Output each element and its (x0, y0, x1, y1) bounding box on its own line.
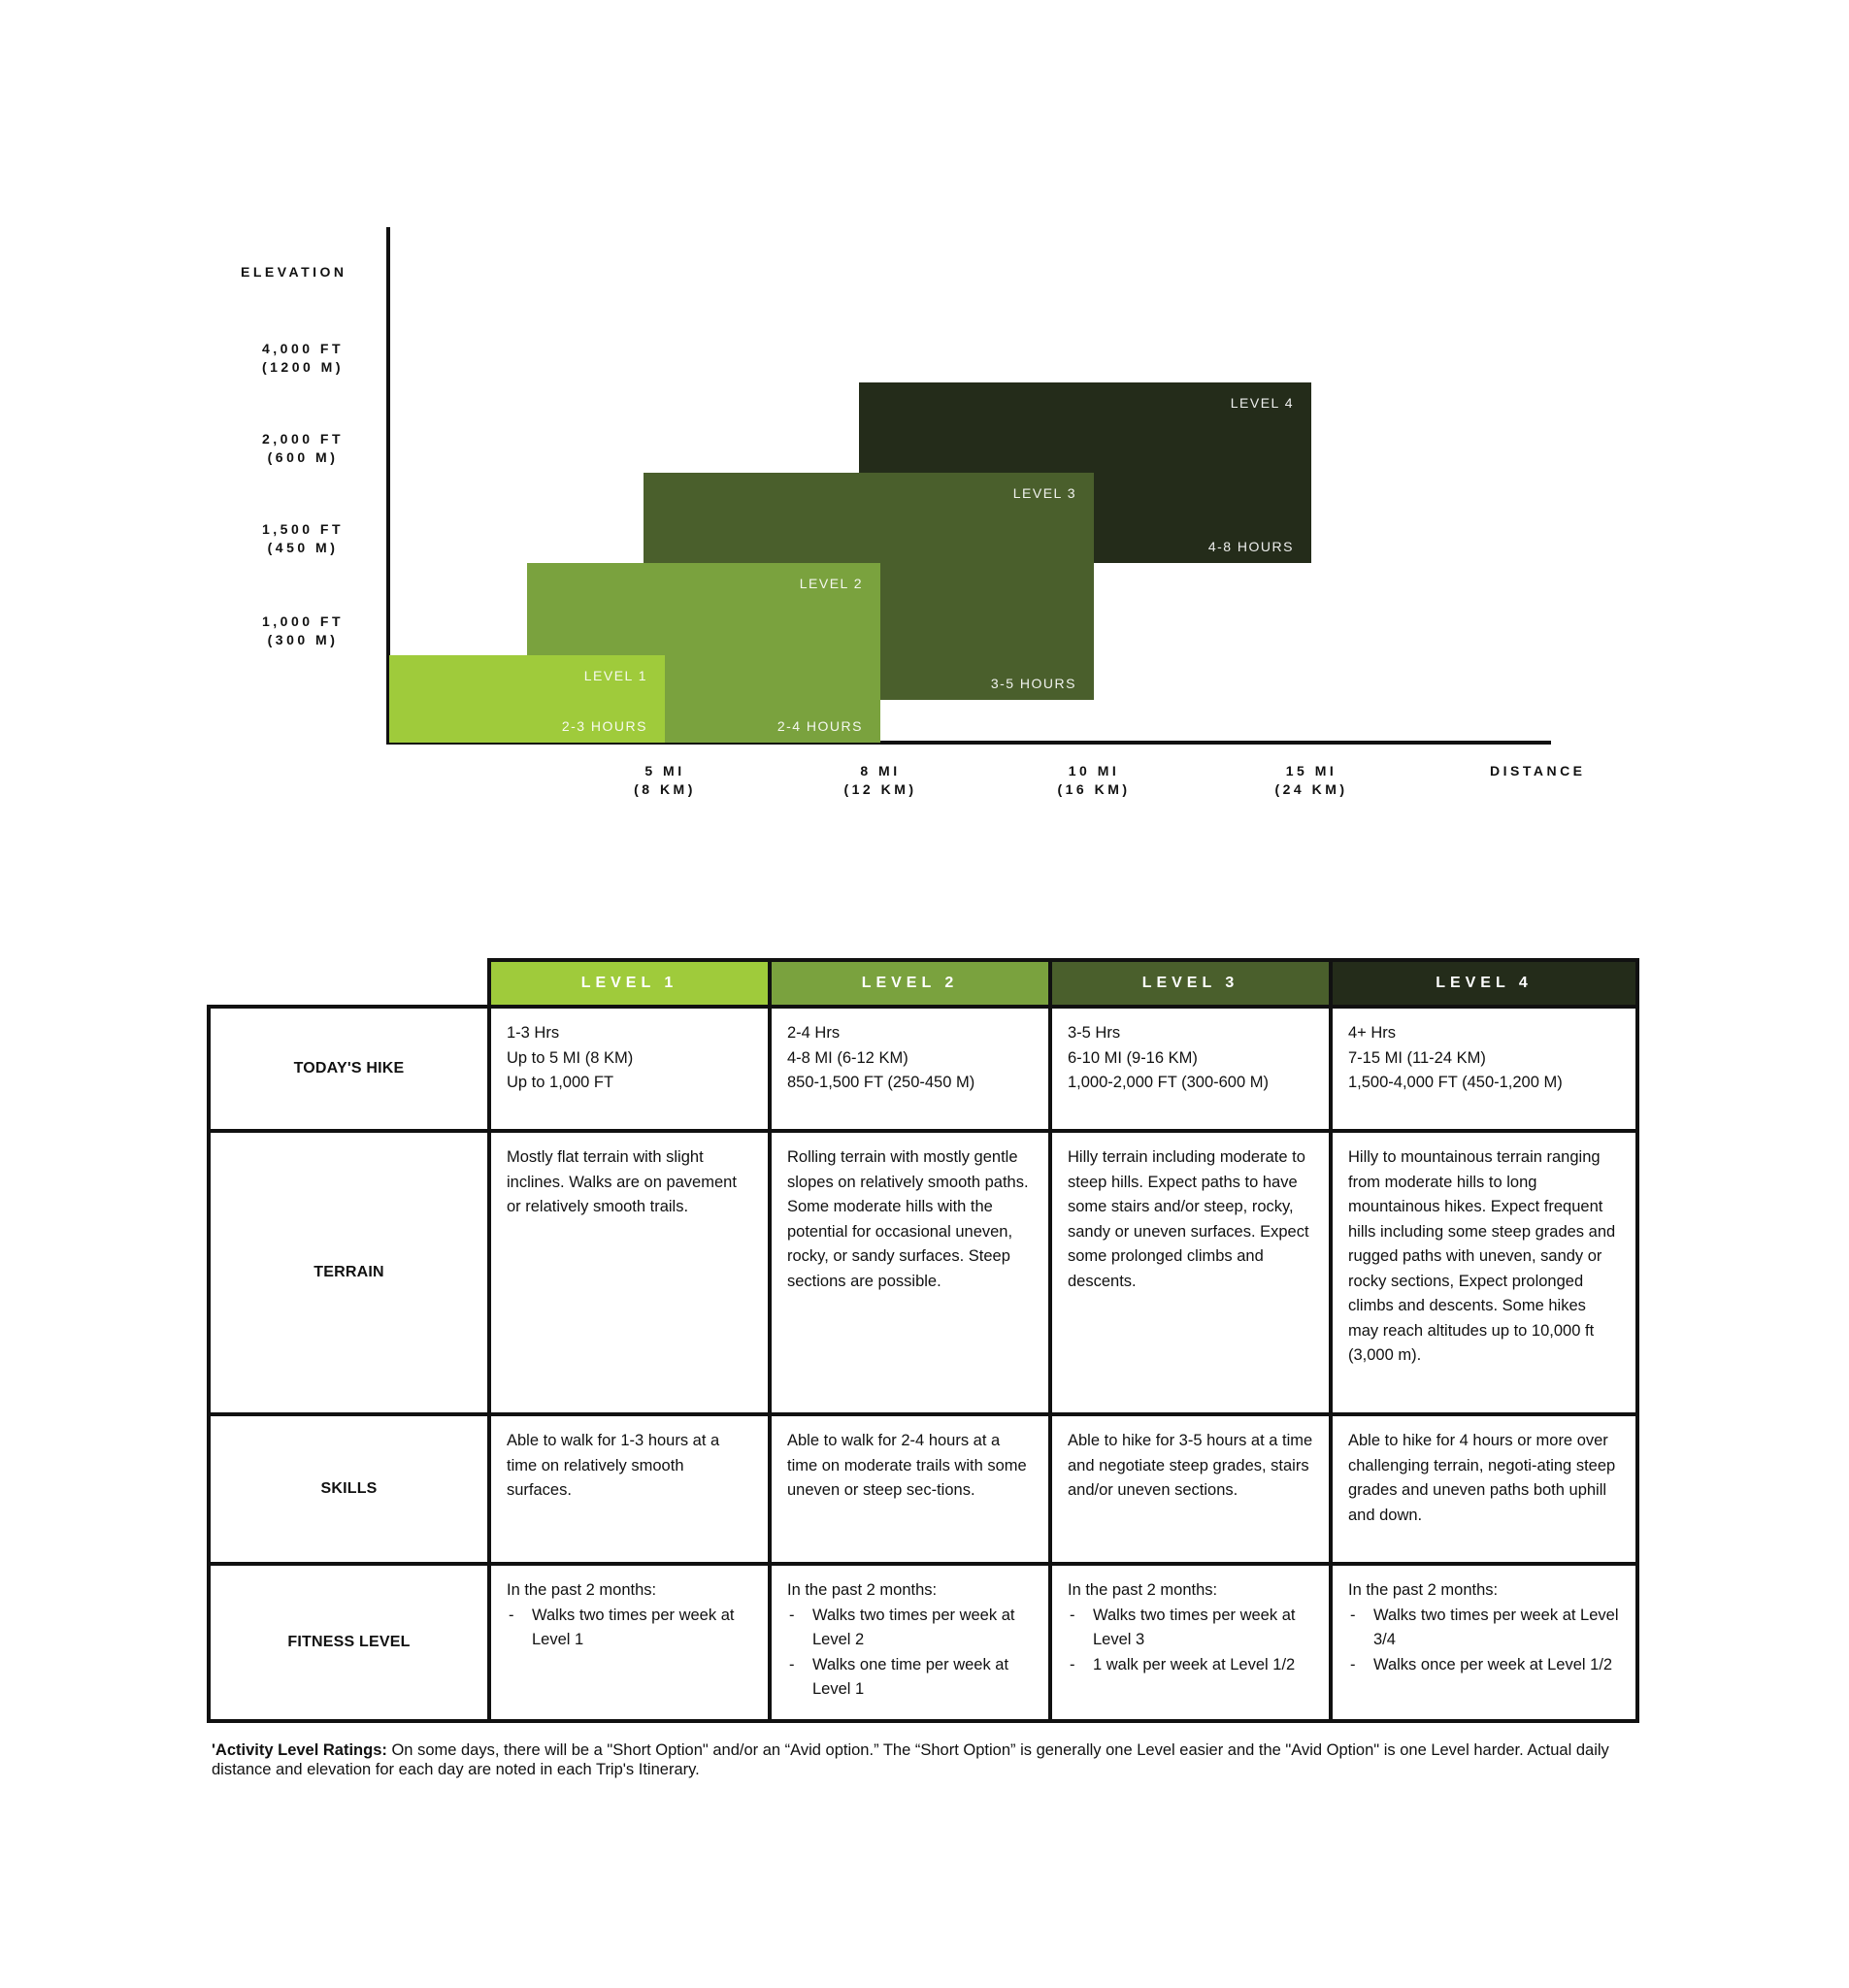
table-corner (209, 960, 489, 1007)
hike-duration: 2-4 Hrs (787, 1024, 841, 1042)
fitness-intro: In the past 2 months: (787, 1581, 938, 1599)
row-header-todays-hike: TODAY'S HIKE (209, 1007, 489, 1131)
fitness-cell-level-3 (1050, 1564, 1331, 1721)
hike-duration: 4+ Hrs (1348, 1024, 1397, 1042)
fitness-cell-level-1 (489, 1564, 770, 1721)
hike-duration: 1-3 Hrs (507, 1024, 560, 1042)
list-item: - Walks two times per week at Level 3 (1068, 1604, 1313, 1653)
x-tick-label: 5 MI (8 KM) (634, 763, 696, 797)
hike-cell-level-2 (770, 1007, 1050, 1131)
level-1-header: LEVEL 1 (489, 960, 770, 1007)
level-3-bar-label: LEVEL 3 (1012, 485, 1076, 501)
fitness-cell-level-4 (1331, 1564, 1637, 1721)
hike-distance: 7-15 MI (11-24 KM) (1348, 1048, 1486, 1067)
fitness-list (1348, 1604, 1620, 1678)
hike-cell-level-4 (1331, 1007, 1637, 1131)
hike-cell-level-3 (1050, 1007, 1331, 1131)
y-tick-label: 4,000 FT (1200 M) (261, 341, 345, 375)
level-4-bar-label: LEVEL 4 (1230, 395, 1294, 411)
fitness-intro: In the past 2 months: (1068, 1581, 1218, 1599)
skills-cell-level-4: Able to hike for 4 hours or more over challenging terrain, negoti-ating steep grades and uneven paths both uphill and down. (1331, 1414, 1637, 1564)
hike-elevation: 1,500-4,000 FT (450-1,200 M) (1348, 1074, 1563, 1091)
level-2-header: LEVEL 2 (770, 960, 1050, 1007)
level-1-bar (389, 655, 665, 743)
row-header-skills: SKILLS (209, 1414, 489, 1564)
level-3-header: LEVEL 3 (1050, 960, 1331, 1007)
terrain-cell-level-1: Mostly flat terrain with slight inclines. Walks are on pavement or relatively smooth trails. (489, 1131, 770, 1414)
hike-elevation: Up to 1,000 FT (507, 1074, 614, 1091)
level-1-bar-label: LEVEL 1 (583, 668, 647, 683)
terrain-cell-level-4: Hilly to mountainous terrain ranging from moderate hills to long mountainous hikes. Expect frequent hills including some steep grades and rugged paths with uneven, sandy or rocky sections, Expect prolonged climbs and descents. Some hikes may reach altitudes up to 10,000 ft (3,000 m). (1331, 1131, 1637, 1414)
hike-distance: 4-8 MI (6-12 KM) (787, 1048, 908, 1067)
y-tick-label: 1,500 FT (450 M) (261, 521, 345, 555)
y-tick-label: 2,000 FT (600 M) (261, 431, 345, 465)
table-row (209, 1007, 1637, 1131)
hike-cell-level-1 (489, 1007, 770, 1131)
level-4-duration-label: 4-8 HOURS (1207, 539, 1294, 554)
list-item: - Walks once per week at Level 1/2 (1348, 1653, 1620, 1678)
y-axis-title: ELEVATION (241, 264, 347, 280)
fitness-cell-level-2 (770, 1564, 1050, 1721)
x-tick-label: 10 MI (16 KM) (1057, 763, 1131, 797)
hike-elevation: 1,000-2,000 FT (300-600 M) (1068, 1074, 1269, 1091)
fitness-list (787, 1604, 1033, 1703)
terrain-cell-level-3: Hilly terrain including moderate to steep hills. Expect paths to have some stairs and/or steep, rocky, sandy or uneven surfaces. Expect some prolonged climbs and descents. (1050, 1131, 1331, 1414)
level-2-duration-label: 2-4 HOURS (776, 718, 863, 734)
y-tick-label: 1,000 FT (300 M) (261, 613, 345, 647)
hike-elevation: 850-1,500 FT (250-450 M) (787, 1074, 975, 1091)
footnote-title: 'Activity Level Ratings: (212, 1741, 387, 1759)
elevation-distance-chart (0, 0, 1849, 874)
fitness-intro: In the past 2 months: (507, 1581, 657, 1599)
table-header-row (209, 960, 1637, 1007)
level-1-duration-label: 2-3 HOURS (561, 718, 647, 734)
skills-cell-level-2: Able to walk for 2-4 hours at a time on moderate trails with some uneven or steep sec-tions. (770, 1414, 1050, 1564)
hike-duration: 3-5 Hrs (1068, 1024, 1121, 1042)
hike-distance: 6-10 MI (9-16 KM) (1068, 1048, 1198, 1067)
activity-level-table (207, 958, 1639, 1723)
fitness-intro: In the past 2 months: (1348, 1581, 1499, 1599)
x-tick-label: 15 MI (24 KM) (1274, 763, 1348, 797)
x-tick-label: 8 MI (12 KM) (843, 763, 917, 797)
fitness-list (1068, 1604, 1313, 1678)
x-axis-title: DISTANCE (1490, 763, 1586, 779)
table-row (209, 1564, 1637, 1721)
activity-rating-footnote (212, 1740, 1609, 1779)
table-row (209, 1131, 1637, 1414)
fitness-list (507, 1604, 752, 1653)
terrain-cell-level-2: Rolling terrain with mostly gentle slopes on relatively smooth paths. Some moderate hills with the potential for occasional uneven, rocky, or sandy surfaces. Steep sections are possible. (770, 1131, 1050, 1414)
level-3-duration-label: 3-5 HOURS (990, 676, 1076, 691)
skills-cell-level-1: Able to walk for 1-3 hours at a time on relatively smooth surfaces. (489, 1414, 770, 1564)
row-header-fitness-level: FITNESS LEVEL (209, 1564, 489, 1721)
list-item: - 1 walk per week at Level 1/2 (1068, 1653, 1313, 1678)
list-item: - Walks two times per week at Level 2 (787, 1604, 1033, 1653)
table-row (209, 1414, 1637, 1564)
list-item: - Walks two times per week at Level 1 (507, 1604, 752, 1653)
list-item: - Walks one time per week at Level 1 (787, 1653, 1033, 1703)
footnote-text: On some days, there will be a "Short Option" and/or an “Avid option.” The “Short Option” is generally one Level easier and the "Avid Option" is one Level harder. Actual daily distance and elevation for each day are noted in each Trip's Itinerary. (212, 1741, 1609, 1778)
hike-distance: Up to 5 MI (8 KM) (507, 1048, 634, 1067)
list-item: - Walks two times per week at Level 3/4 (1348, 1604, 1620, 1653)
row-header-terrain: TERRAIN (209, 1131, 489, 1414)
level-2-bar-label: LEVEL 2 (799, 576, 863, 591)
skills-cell-level-3: Able to hike for 3-5 hours at a time and negotiate steep grades, stairs and/or uneven sections. (1050, 1414, 1331, 1564)
level-4-header: LEVEL 4 (1331, 960, 1637, 1007)
